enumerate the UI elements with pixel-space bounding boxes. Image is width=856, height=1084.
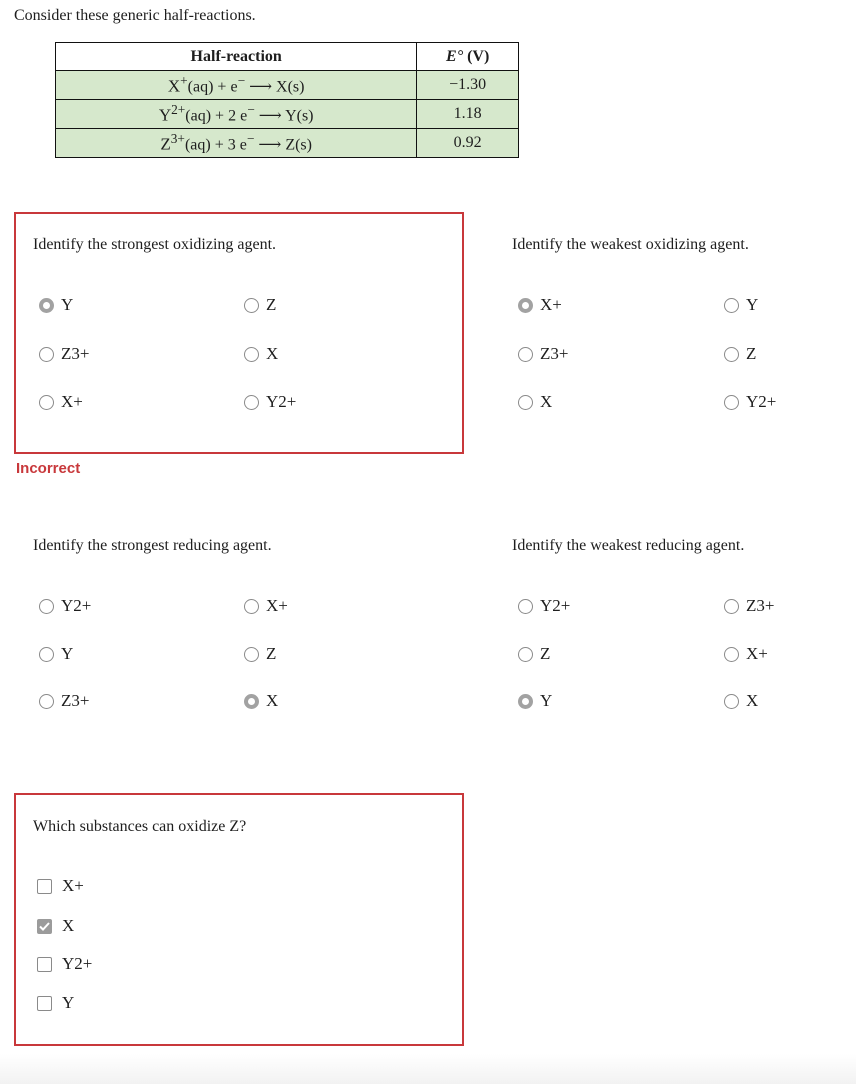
radio-option[interactable]: Z 3+ — [39, 689, 89, 713]
radio-option[interactable]: X — [518, 390, 552, 414]
radio-button[interactable] — [244, 298, 259, 313]
radio-option[interactable]: Y 2+ — [39, 594, 91, 618]
radio-button[interactable] — [244, 694, 259, 709]
radio-button[interactable] — [518, 347, 533, 362]
radio-button[interactable] — [724, 347, 739, 362]
radio-option[interactable]: X + — [39, 390, 83, 414]
reaction-cell: X+(aq) + e− ⟶ X(s) — [56, 71, 417, 100]
question-prompt: Identify the strongest reducing agent. — [33, 537, 272, 554]
checkbox[interactable] — [37, 879, 52, 894]
checkbox[interactable] — [37, 996, 52, 1011]
checkbox-option[interactable]: X — [37, 914, 74, 938]
checkbox[interactable] — [37, 957, 52, 972]
radio-option[interactable]: Z 3+ — [724, 594, 774, 618]
radio-option[interactable]: Y 2+ — [244, 390, 296, 414]
question-prompt: Identify the weakest oxidizing agent. — [512, 236, 749, 253]
table-row — [56, 129, 519, 158]
radio-option[interactable]: Y — [724, 293, 758, 317]
radio-option[interactable]: Y — [39, 642, 73, 666]
radio-button[interactable] — [518, 694, 533, 709]
radio-option[interactable]: Y 2+ — [724, 390, 776, 414]
radio-option[interactable]: Z — [244, 642, 276, 666]
header-half-reaction: Half-reaction — [56, 43, 417, 71]
radio-option[interactable]: Y — [39, 293, 73, 317]
radio-option[interactable]: Y — [518, 689, 552, 713]
radio-button[interactable] — [518, 395, 533, 410]
potential-cell: 0.92 — [417, 129, 519, 158]
reaction-cell: $Y^{2+}(aq) + 2$ e− ⟶ Y(s) — [56, 100, 417, 129]
radio-option[interactable]: Z — [244, 293, 276, 317]
arrow-icon: ⟶ — [258, 107, 282, 125]
radio-button[interactable] — [724, 694, 739, 709]
checkbox[interactable] — [37, 919, 52, 934]
radio-button[interactable] — [518, 599, 533, 614]
radio-button[interactable] — [244, 395, 259, 410]
radio-option[interactable]: X — [724, 689, 758, 713]
feedback-incorrect: Incorrect — [16, 460, 81, 477]
table-row — [56, 100, 519, 129]
radio-option[interactable]: Z — [518, 642, 550, 666]
radio-option[interactable]: Z — [724, 342, 756, 366]
checkbox-option[interactable]: Y 2+ — [37, 952, 92, 976]
radio-button[interactable] — [244, 347, 259, 362]
table-row — [56, 71, 519, 100]
radio-option[interactable]: X + — [244, 594, 288, 618]
radio-button[interactable] — [724, 647, 739, 662]
header-potential — [417, 43, 519, 71]
radio-button[interactable] — [724, 395, 739, 410]
radio-button[interactable] — [518, 647, 533, 662]
radio-option[interactable]: Z 3+ — [39, 342, 89, 366]
radio-option[interactable]: Z 3+ — [518, 342, 568, 366]
checkbox-option[interactable]: X + — [37, 874, 84, 898]
radio-button[interactable] — [724, 298, 739, 313]
radio-button[interactable] — [39, 298, 54, 313]
radio-option[interactable]: X — [244, 689, 278, 713]
potential-unit: (V) — [467, 47, 490, 65]
potential-cell: −1.30 — [417, 71, 519, 100]
radio-option[interactable]: Y 2+ — [518, 594, 570, 618]
intro-text: Consider these generic half-reactions. — [14, 7, 256, 24]
radio-button[interactable] — [244, 647, 259, 662]
radio-button[interactable] — [39, 694, 54, 709]
radio-button[interactable] — [39, 347, 54, 362]
radio-option[interactable]: X + — [724, 642, 768, 666]
question-prompt: Which substances can oxidize Z? — [33, 818, 247, 835]
radio-option[interactable]: X — [244, 342, 278, 366]
question-prompt: Identify the weakest reducing agent. — [512, 537, 745, 554]
potential-cell: 1.18 — [417, 100, 519, 129]
potential-symbol: E° — [446, 47, 464, 65]
page-bottom-fade — [0, 1054, 856, 1084]
radio-button[interactable] — [39, 599, 54, 614]
reaction-cell: $Z^{3+}(aq) + 3$ e− ⟶ Z(s) — [56, 129, 417, 158]
radio-button[interactable] — [518, 298, 533, 313]
question-prompt: Identify the strongest oxidizing agent. — [33, 236, 277, 253]
arrow-icon: ⟶ — [249, 78, 273, 96]
radio-button[interactable] — [724, 599, 739, 614]
radio-option[interactable]: X + — [518, 293, 562, 317]
checkbox-option[interactable]: Y — [37, 991, 74, 1015]
arrow-icon: ⟶ — [258, 136, 282, 154]
radio-button[interactable] — [39, 395, 54, 410]
checkmark-icon — [39, 922, 50, 931]
radio-button[interactable] — [39, 647, 54, 662]
half-reaction-table — [55, 42, 519, 158]
radio-button[interactable] — [244, 599, 259, 614]
